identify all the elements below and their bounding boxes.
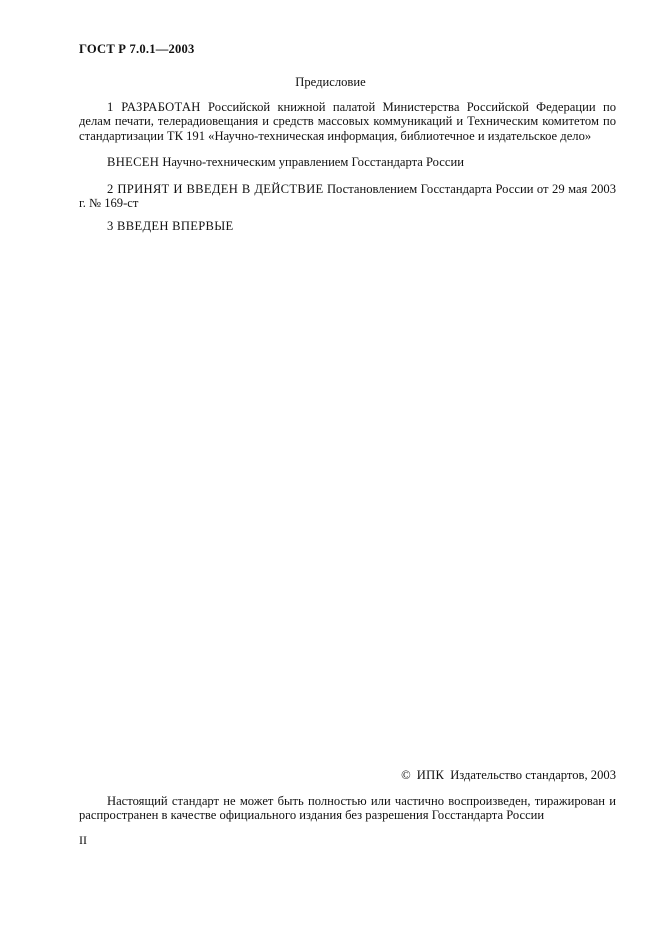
foreword-item-1 (79, 100, 616, 143)
item-2-body: Постановлением Госстандарта России от 29 мая 2003 г. № 169-ст (79, 182, 617, 211)
page-number: II (79, 833, 87, 847)
copyright-line (401, 768, 616, 782)
foreword-item-3 (79, 219, 616, 233)
item-2-lead: 2 ПРИНЯТ И ВВЕДЕН В ДЕЙСТВИЕ (107, 182, 324, 196)
foreword-item-2 (79, 182, 616, 211)
item-3-lead: 3 ВВЕДЕН ВПЕРВЫЕ (107, 219, 234, 233)
item-1b-body: Научно-техническим управлением Госстандарта России (159, 155, 464, 169)
item-1-lead: 1 РАЗРАБОТАН (107, 100, 201, 114)
item-1-body: Российской книжной палатой Министерства Российской Федерации по делам печати, телерадиовещания и средств массовых коммуникаций и Техническим комитетом по стандартизации ТК 191 «Научно-техническая информация, библиотечное и издательское дело» (79, 100, 616, 143)
foreword-title: Предисловие (295, 75, 366, 89)
publisher-name-year: Издательство стандартов, 2003 (450, 768, 616, 782)
standard-code-header: ГОСТ Р 7.0.1—2003 (79, 42, 195, 56)
foreword-item-1b (79, 155, 616, 169)
copyright-symbol: © (401, 768, 411, 782)
item-1b-lead: ВНЕСЕН (107, 155, 160, 169)
publisher-abbreviation: ИПК (416, 768, 445, 782)
reproduction-notice: Настоящий стандарт не может быть полностью или частично воспроизведен, тиражирован и распространен в качестве официального издания без разрешения Госстандарта России (79, 794, 616, 823)
